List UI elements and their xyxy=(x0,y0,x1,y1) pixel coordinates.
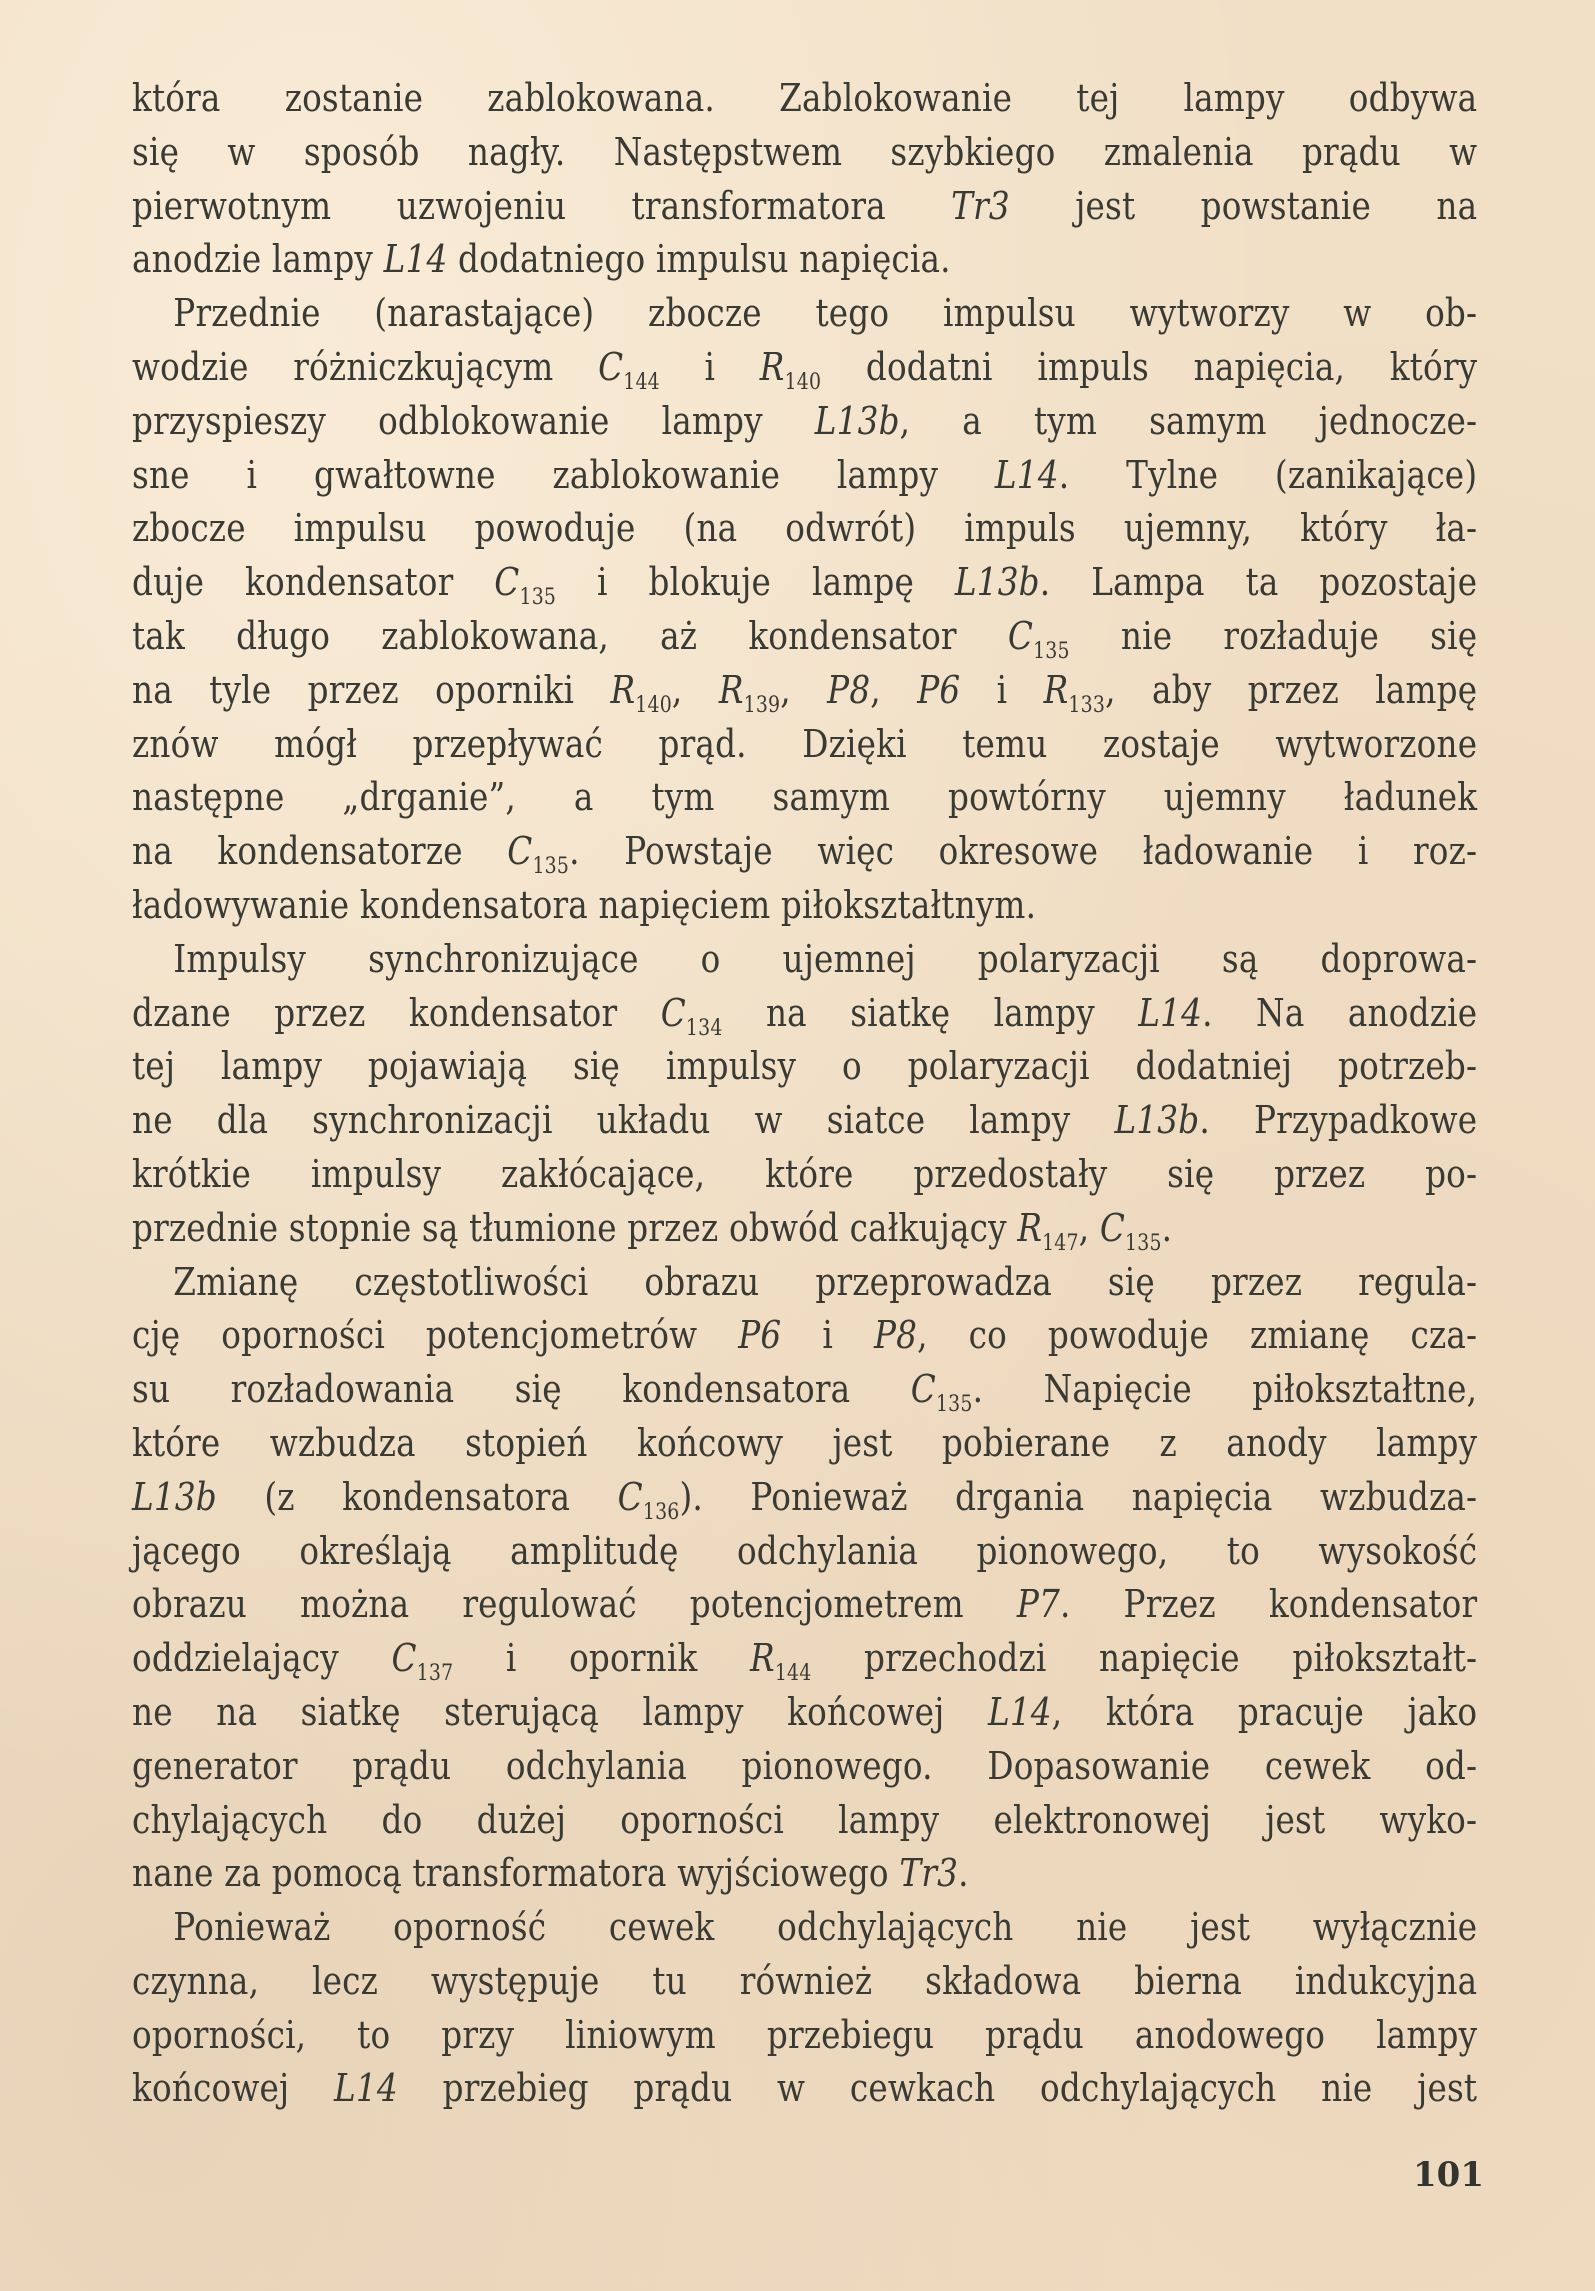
italic-symbol: R xyxy=(610,667,636,712)
italic-symbol: P8 xyxy=(873,1313,918,1358)
text-line xyxy=(132,1202,1477,1256)
text-run: , xyxy=(870,667,918,712)
text-run: krótkie impulsy zakłócające, które przedostały się przez po- xyxy=(132,1151,1478,1196)
paragraph xyxy=(132,933,1477,1256)
text-run: zbocze impulsu powoduje (na odwrót) impuls ujemny, który ła- xyxy=(132,506,1478,551)
text-line xyxy=(132,879,1477,933)
text-run: na tyle przez oporniki xyxy=(132,667,611,712)
subscript-index: 133 xyxy=(1068,692,1106,718)
text-run: ne na siatkę sterującą lampy końcowej xyxy=(132,1689,988,1734)
text-run: , aby przez lampę xyxy=(1105,667,1478,712)
italic-symbol: R xyxy=(1017,1205,1043,1250)
text-run: tak długo zablokowana, aż kondensator xyxy=(132,613,1008,658)
text-run: cję oporności potencjometrów xyxy=(132,1313,739,1358)
italic-symbol: C xyxy=(1007,613,1034,658)
text-run: i xyxy=(960,667,1044,712)
subscript-index: 135 xyxy=(1033,638,1070,664)
text-run: Zmianę częstotliwości obrazu przeprowadza się przez regula- xyxy=(173,1259,1478,1304)
text-run: ładowywanie kondensatora napięciem piłokształtnym. xyxy=(132,882,1037,927)
subscript-index: 144 xyxy=(774,1661,812,1687)
text-line xyxy=(132,2009,1477,2063)
italic-symbol: C xyxy=(507,829,533,874)
text-line xyxy=(132,1794,1477,1848)
text-run: duje kondensator xyxy=(132,560,495,605)
text-run: nane za pomocą transformatora wyjściowego xyxy=(132,1851,900,1896)
text-run: . Tylne (zanikające) xyxy=(1058,452,1478,497)
text-run: wodzie różniczkującym xyxy=(132,344,599,389)
subscript-index: 139 xyxy=(743,692,781,718)
text-line xyxy=(132,1901,1477,1955)
subscript-index: 135 xyxy=(519,585,557,611)
subscript-index: 134 xyxy=(685,1015,723,1041)
italic-symbol: L13b xyxy=(132,1474,217,1519)
text-line xyxy=(132,126,1477,180)
text-run: jącego określają amplitudę odchylania pionowego, to wysokość xyxy=(132,1528,1478,1573)
text-run: oddzielający xyxy=(132,1636,392,1681)
text-run: ne dla synchronizacji układu w siatce lampy xyxy=(132,1098,1115,1143)
text-line xyxy=(132,1525,1477,1579)
subscript-index: 135 xyxy=(532,854,570,880)
text-run: . Lampa ta pozostaje xyxy=(1039,560,1478,605)
text-run: . Powstaje więc okresowe ładowanie i roz- xyxy=(569,829,1478,874)
text-line xyxy=(132,1847,1477,1901)
text-run: (z kondensatora xyxy=(216,1474,618,1519)
italic-symbol: R xyxy=(759,344,785,389)
text-run: które wzbudza stopień końcowy jest pobierane z anody lampy xyxy=(132,1420,1478,1465)
paragraph xyxy=(132,72,1477,287)
text-line xyxy=(132,502,1477,556)
text-line xyxy=(132,1363,1477,1417)
text-run: , która pracuje jako xyxy=(1051,1689,1478,1734)
italic-symbol: L14 xyxy=(1138,990,1203,1035)
subscript-index: 140 xyxy=(784,369,822,395)
text-run: sne i gwałtowne zablokowanie lampy xyxy=(132,452,995,497)
italic-symbol: C xyxy=(391,1636,417,1681)
text-run: i opornik xyxy=(453,1636,751,1681)
italic-symbol: L13b xyxy=(1114,1098,1200,1143)
italic-symbol: Tr3 xyxy=(899,1851,959,1896)
italic-symbol: L13b xyxy=(954,560,1040,605)
text-run: czynna, lecz występuje tu również składowa bierna indukcyjna xyxy=(132,1958,1478,2003)
subscript-index: 135 xyxy=(1125,1230,1162,1256)
italic-symbol: C xyxy=(1099,1205,1126,1250)
text-line xyxy=(132,664,1477,718)
text-run: , xyxy=(780,667,828,712)
text-line xyxy=(132,556,1477,610)
subscript-index: 136 xyxy=(642,1499,680,1525)
italic-symbol: L14 xyxy=(987,1689,1052,1734)
text-run: na siatkę lampy xyxy=(722,990,1139,1035)
text-run: nie rozładuje się xyxy=(1069,613,1478,658)
text-line xyxy=(132,233,1477,287)
paragraph xyxy=(132,1256,1477,1902)
page-body xyxy=(132,72,1477,2116)
italic-symbol: C xyxy=(910,1367,936,1412)
text-run: dodatni impuls napięcia, który xyxy=(821,344,1478,389)
text-run: przebieg prądu w cewkach odchylających nie jest xyxy=(397,2066,1478,2111)
paragraph xyxy=(132,1901,1477,2116)
text-run: generator prądu odchylania pionowego. Dopasowanie cewek od- xyxy=(132,1743,1478,1788)
text-run: jest powstanie na xyxy=(1009,183,1478,228)
text-line xyxy=(132,718,1477,772)
text-run: . Przez kondensator xyxy=(1059,1582,1478,1627)
text-run: , xyxy=(671,667,719,712)
text-run: i xyxy=(659,344,760,389)
italic-symbol: L13b xyxy=(814,398,900,443)
text-run: . Na anodzie xyxy=(1202,990,1478,1035)
italic-symbol: C xyxy=(598,344,624,389)
text-run: pierwotnym uzwojeniu transformatora xyxy=(132,183,952,228)
text-line xyxy=(132,287,1477,341)
text-line xyxy=(132,1632,1477,1686)
text-run: Przednie (narastające) zbocze tego impulsu wytworzy w ob- xyxy=(173,291,1478,336)
text-run: . xyxy=(958,1851,969,1896)
text-run: się w sposób nagły. Następstwem szybkiego zmalenia prądu w xyxy=(132,129,1478,174)
subscript-index: 144 xyxy=(623,369,660,395)
text-line xyxy=(132,1040,1477,1094)
text-line xyxy=(132,987,1477,1041)
text-run: Impulsy synchronizujące o ujemnej polaryzacji są doprowa- xyxy=(173,936,1478,981)
italic-symbol: P6 xyxy=(738,1313,782,1358)
text-line xyxy=(132,771,1477,825)
text-run: Ponieważ oporność cewek odchylających nie jest wyłącznie xyxy=(173,1905,1478,1950)
text-run: anodzie lampy xyxy=(132,237,384,282)
text-run: i blokuje lampę xyxy=(556,560,955,605)
page-number: 101 xyxy=(1413,2155,1484,2195)
text-line xyxy=(132,1417,1477,1471)
italic-symbol: C xyxy=(660,990,686,1035)
text-line xyxy=(132,449,1477,503)
paragraph xyxy=(132,287,1477,933)
italic-symbol: L14 xyxy=(994,452,1059,497)
text-run: ). Ponieważ drgania napięcia wzbudza- xyxy=(679,1474,1478,1519)
text-run: obrazu można regulować potencjometrem xyxy=(132,1582,1017,1627)
text-line xyxy=(132,610,1477,664)
text-run: i xyxy=(781,1313,874,1358)
text-run: przednie stopnie są tłumione przez obwód całkujący xyxy=(132,1205,1018,1250)
text-line xyxy=(132,2062,1477,2116)
text-line xyxy=(132,1471,1477,1525)
italic-symbol: L14 xyxy=(383,237,448,282)
text-line xyxy=(132,1309,1477,1363)
text-run: przechodzi napięcie piłokształt- xyxy=(811,1636,1478,1681)
text-run: przyspieszy odblokowanie lampy xyxy=(132,398,815,443)
text-run: końcowej xyxy=(132,2066,335,2111)
text-run: na kondensatorze xyxy=(132,829,508,874)
italic-symbol: P7 xyxy=(1016,1582,1060,1627)
text-run: , xyxy=(1078,1205,1100,1250)
text-line xyxy=(132,1256,1477,1310)
text-run: dzane przez kondensator xyxy=(132,990,661,1035)
italic-symbol: R xyxy=(750,1636,775,1681)
italic-symbol: R xyxy=(718,667,744,712)
text-run: , a tym samym jednocze- xyxy=(899,398,1478,443)
text-line xyxy=(132,1740,1477,1794)
text-run: tej lampy pojawiają się impulsy o polaryzacji dodatniej potrzeb- xyxy=(132,1044,1478,1089)
text-line xyxy=(132,1578,1477,1632)
text-run: . Przypadkowe xyxy=(1199,1098,1478,1143)
text-run: chylających do dużej oporności lampy elektronowej jest wyko- xyxy=(132,1797,1478,1842)
italic-symbol: C xyxy=(617,1474,643,1519)
text-line xyxy=(132,933,1477,987)
text-run: dodatniego impulsu napięcia. xyxy=(447,237,951,282)
text-line xyxy=(132,1955,1477,2009)
text-line xyxy=(132,180,1477,234)
text-line xyxy=(132,1686,1477,1740)
text-run: która zostanie zablokowana. Zablokowanie tej lampy odbywa xyxy=(132,76,1478,120)
subscript-index: 137 xyxy=(416,1661,454,1687)
text-run: . Napięcie piłokształtne, xyxy=(972,1367,1478,1412)
italic-symbol: P8 xyxy=(827,667,871,712)
italic-symbol: C xyxy=(494,560,520,605)
subscript-index: 135 xyxy=(935,1392,973,1418)
italic-symbol: P6 xyxy=(917,667,961,712)
text-run: następne „drganie”, a tym samym powtórny ujemny ładunek xyxy=(132,775,1478,820)
text-run: oporności, to przy liniowym przebiegu prądu anodowego lampy xyxy=(132,2012,1478,2057)
subscript-index: 147 xyxy=(1042,1230,1079,1256)
text-run: . xyxy=(1161,1205,1173,1250)
italic-symbol: Tr3 xyxy=(951,183,1010,228)
subscript-index: 140 xyxy=(635,692,672,718)
italic-symbol: L14 xyxy=(334,2066,398,2111)
text-line xyxy=(132,72,1477,126)
text-line xyxy=(132,1148,1477,1202)
text-line xyxy=(132,395,1477,449)
text-line xyxy=(132,1094,1477,1148)
text-run: znów mógł przepływać prąd. Dzięki temu zostaje wytworzone xyxy=(132,721,1478,766)
text-run: su rozładowania się kondensatora xyxy=(132,1367,911,1412)
text-line xyxy=(132,341,1477,395)
text-line xyxy=(132,825,1477,879)
italic-symbol: R xyxy=(1043,667,1069,712)
text-run: , co powoduje zmianę cza- xyxy=(917,1313,1478,1358)
